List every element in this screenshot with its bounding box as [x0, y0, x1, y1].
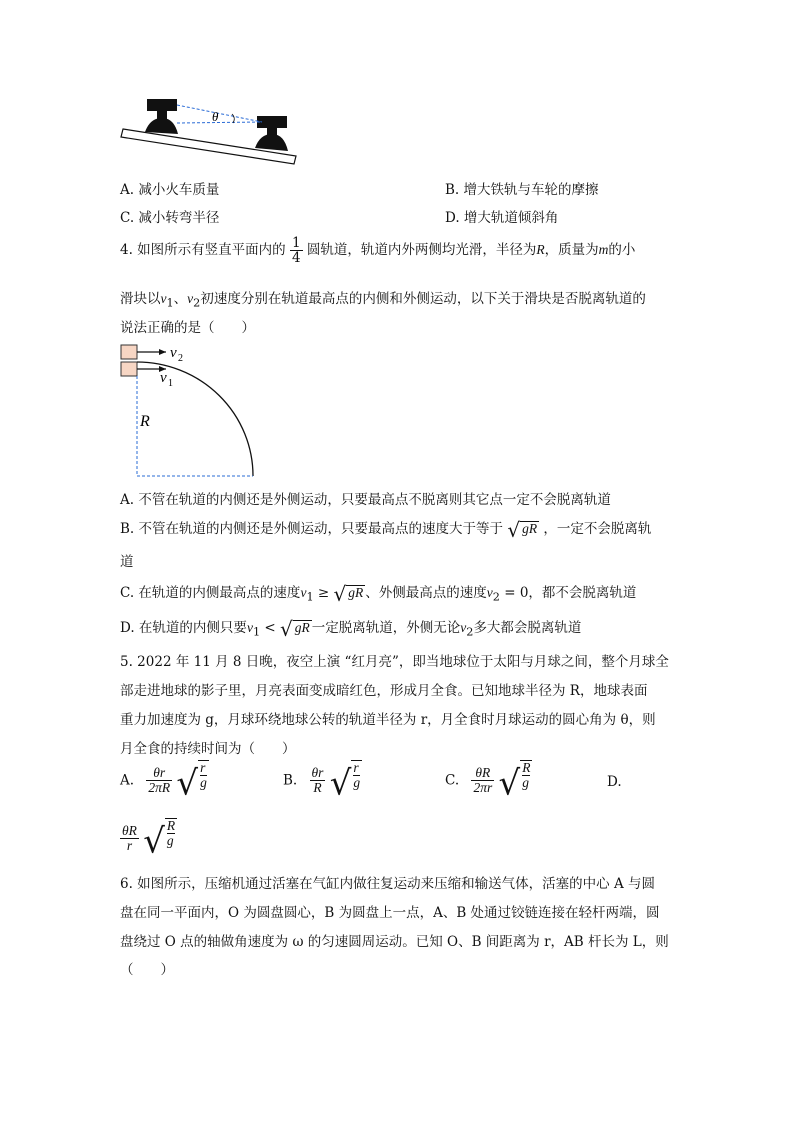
quarter-circle-track-figure — [118, 340, 263, 482]
q3-option-d[interactable]: D. 增大轨道倾斜角 — [445, 210, 559, 226]
q6-stem-line4: （ ） — [120, 962, 174, 978]
svg-text:1: 1 — [168, 378, 173, 389]
q5-option-d-expr[interactable]: $\frac{\theta R}{r}$ √ $\frac{R}{g}$ — [122, 818, 176, 862]
q5-stem-line4: 月全食的持续时间为（ ） — [120, 741, 296, 757]
theta-label: θ — [212, 109, 219, 124]
q6-stem-line3: 盘绕过 O 点的轴做角速度为 ω 的匀速圆周运动。已知 O、B 间距离为 r，AB 杆长为 L，则 — [120, 934, 669, 950]
q4-option-b-line2: 道 — [120, 554, 134, 570]
q5-option-c[interactable]: C. $\frac{\theta R}{2\pi r}$ √ $\frac{R}{g}$ — [445, 760, 531, 804]
train-banked-track-figure — [120, 96, 300, 170]
q3-option-a[interactable]: A. 减小火车质量 — [120, 182, 220, 198]
q5-stem-line1: 5. 2022 年 11 月 8 日晚，夜空上演 “红月亮”，即当地球位于太阳与月球之间，整个月球全 — [120, 654, 669, 670]
slider-block-outer — [121, 345, 137, 359]
slider-block-inner — [121, 362, 137, 376]
q5-option-d-label[interactable]: D. — [607, 774, 622, 790]
left-wheel-block — [147, 99, 177, 111]
q5-option-a[interactable]: A. $\frac{\theta r}{2\pi R}$ √ $\frac{r}{g}$ — [120, 760, 207, 804]
q5-stem-line3: 重力加速度为 g，月球环绕地球公转的轨道半径为 r，月全食时月球运动的圆心角为 θ，则 — [120, 712, 656, 728]
q5-stem-line2: 部走进地球的影子里，月亮表面变成暗红色，形成月全食。已知地球半径为 R，地球表面 — [120, 683, 648, 699]
q4-stem-line3: 说法正确的是（ ） — [120, 320, 255, 336]
svg-text:v: v — [160, 370, 167, 386]
radius-label: R — [140, 413, 150, 430]
svg-text:v: v — [170, 345, 177, 361]
q4-option-b[interactable]: B. 不管在轨道的内侧还是外侧运动，只要最高点的速度大于等于 √ gR ，一定不会脱离轨 — [120, 517, 652, 542]
quarter-fraction: $\frac{1}{4}$ — [291, 235, 301, 267]
q6-stem-line2: 盘在同一平面内，O 为圆盘圆心，B 为圆盘上一点，A、B 处通过铰链连接在轻杆两端，圆 — [120, 905, 660, 921]
q3-option-c[interactable]: C. 减小转弯半径 — [120, 210, 220, 226]
q4-stem-line1: 4. 如图所示有竖直平面内的 $\frac{1}{4}$ 圆轨道，轨道内外两侧均光滑，半径为R，质量为m的小 — [120, 235, 636, 267]
svg-text:2: 2 — [178, 353, 183, 364]
q4-stem-line2: 滑块以$v_1$、$v_2$初速度分别在轨道最高点的内侧和外侧运动，以下关于滑块是否脱离轨道的 — [120, 291, 646, 310]
q4-option-a[interactable]: A. 不管在轨道的内侧还是外侧运动，只要最高点不脱离则其它点一定不会脱离轨道 — [120, 492, 611, 508]
q3-option-b[interactable]: B. 增大铁轨与车轮的摩擦 — [445, 182, 599, 198]
q6-stem-line1: 6. 如图所示，压缩机通过活塞在气缸内做往复运动来压缩和输送气体，活塞的中心 A 与圆 — [120, 876, 656, 892]
quarter-arc — [137, 362, 253, 476]
q5-option-b[interactable]: B. $\frac{\theta r}{R}$ √ $\frac{r}{g}$ — [283, 760, 361, 804]
q4-option-c[interactable]: C. 在轨道的内侧最高点的速度$v_1$ ≥ √ gR 、外侧最高点的速度$v_2 = 0$，都不会脱离轨道 — [120, 581, 637, 606]
q4-option-d[interactable]: D. 在轨道的内侧只要$v_1$ < √ gR 一定脱离轨道，外侧无论$v_2$多大都会脱离轨道 — [120, 616, 582, 641]
